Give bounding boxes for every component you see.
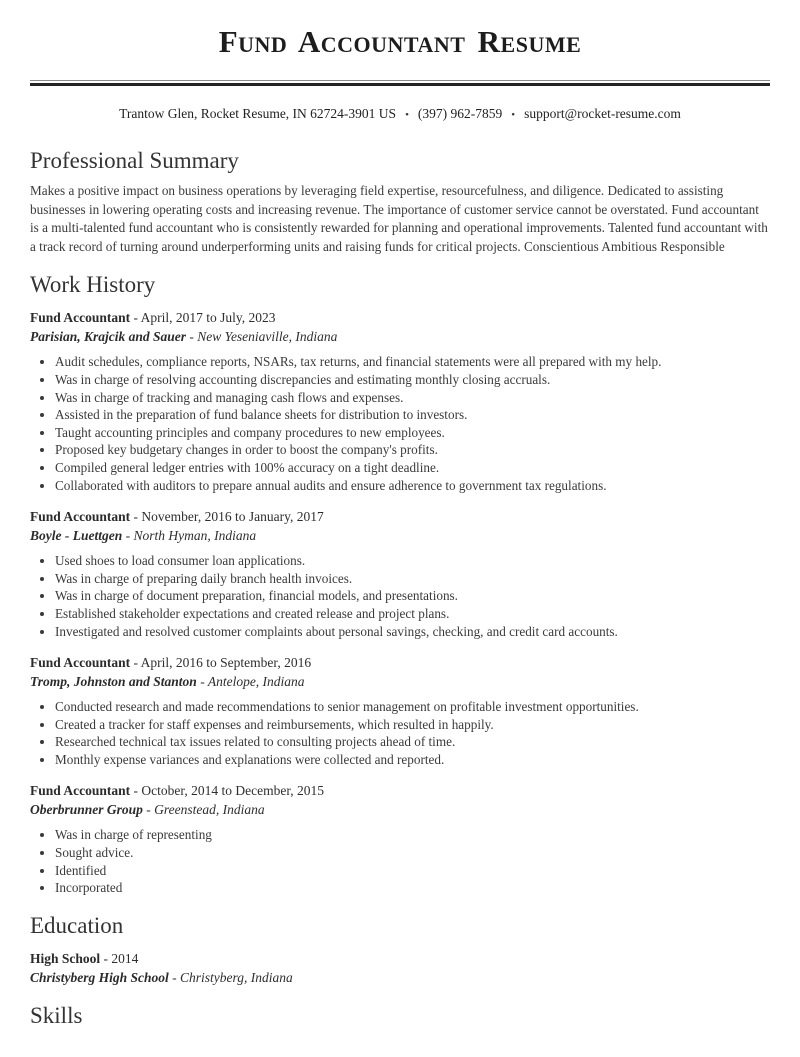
education-location: Christyberg, Indiana — [180, 969, 293, 985]
section-heading-work-history: Work History — [30, 272, 156, 298]
job-company-line — [30, 672, 770, 691]
education-degree-line — [30, 949, 770, 968]
job-bullet: • Monthly expense variances and explanations were collected and reported. — [55, 751, 770, 769]
header-divider — [30, 80, 770, 86]
job-bullet: • Established stakeholder expectations and created release and project plans. — [55, 605, 770, 623]
job-company: Tromp, Johnston and Stanton — [30, 674, 197, 690]
separator-dash: - — [200, 674, 205, 690]
job-entry — [30, 507, 770, 640]
job-bullet-list — [30, 698, 770, 768]
education-degree: High School — [30, 950, 101, 966]
job-bullet: • Conducted research and made recommendations to senior management on profitable investment opportunities. — [55, 698, 770, 716]
contact-address: Trantow Glen, Rocket Resume, IN 62724-3901 US — [119, 106, 397, 121]
separator-dash: - — [172, 969, 177, 985]
job-bullet: • Investigated and resolved customer complaints about personal savings, checking, and credit card accounts. — [55, 623, 770, 641]
separator-dash: - — [133, 783, 139, 799]
job-bullet: • Was in charge of tracking and managing cash flows and expenses. — [55, 389, 770, 407]
job-bullet: • Was in charge of resolving accounting discrepancies and estimating monthly closing accruals. — [55, 371, 770, 389]
job-bullet: • Was in charge of preparing daily branch health invoices. — [55, 570, 770, 588]
contact-separator-dot: • — [511, 109, 516, 121]
job-company: Parisian, Krajcik and Sauer — [30, 329, 187, 345]
job-bullet: • Incorporated — [55, 879, 770, 897]
job-company: Oberbrunner Group — [30, 802, 143, 818]
job-bullet: • Was in charge of document preparation, financial models, and presentations. — [55, 587, 770, 605]
contact-email: support@rocket-resume.com — [524, 106, 681, 121]
job-bullet: • Collaborated with auditors to prepare annual audits and ensure adherence to government tax regulations. — [55, 477, 770, 495]
job-title: Fund Accountant — [30, 655, 131, 671]
section-heading-skills: Skills — [30, 1002, 83, 1028]
job-title-line — [30, 781, 770, 800]
job-bullet-list — [30, 353, 770, 494]
page-title: Fund Accountant Resume — [218, 24, 582, 59]
education-year: 2014 — [111, 950, 139, 966]
separator-dash: - — [103, 950, 109, 966]
job-location: Greenstead, Indiana — [154, 802, 265, 818]
separator-dash: - — [133, 310, 139, 326]
separator-dash: - — [133, 655, 139, 671]
job-bullet: • Audit schedules, compliance reports, NSARs, tax returns, and financial statements were all prepared with my help. — [55, 353, 770, 371]
education-school: Christyberg High School — [30, 969, 169, 985]
separator-dash: - — [133, 509, 139, 525]
contact-line — [30, 106, 770, 123]
job-title-line — [30, 308, 770, 327]
job-bullet: • Taught accounting principles and company procedures to new employees. — [55, 424, 770, 442]
job-company-line — [30, 526, 770, 545]
job-bullet: • Created a tracker for staff expenses and reimbursements, which resulted in happily. — [55, 716, 770, 734]
job-bullet: • Assisted in the preparation of fund balance sheets for distribution to investors. — [55, 406, 770, 424]
education-entry — [30, 949, 770, 987]
job-title-line — [30, 507, 770, 526]
job-dates: April, 2017 to July, 2023 — [140, 310, 276, 326]
job-bullet: • Compiled general ledger entries with 100% accuracy on a tight deadline. — [55, 459, 770, 477]
job-entry — [30, 308, 770, 494]
job-entry — [30, 653, 770, 768]
job-entry — [30, 781, 770, 896]
job-location: Antelope, Indiana — [207, 674, 305, 690]
section-heading-professional-summary: Professional Summary — [30, 148, 239, 173]
job-company-line — [30, 327, 770, 346]
job-title: Fund Accountant — [30, 310, 131, 326]
job-dates: November, 2016 to January, 2017 — [141, 509, 324, 525]
summary-text: Makes a positive impact on business operations by leveraging field expertise, resourcefulness, and diligence. Dedicated to assisting businesses in lowering operating costs and increasing revenue. The importance of customer service cannot be overstated. Fund accountant is a multi-talented fund accountant who is consistently rewarded for planning and operational improvements. Talented fund accountant with a track record of turning around underperforming units and raising funds for critical projects. Conscientious Ambitious Responsible — [30, 183, 768, 254]
section-heading-education: Education — [30, 912, 124, 938]
job-dates: April, 2016 to September, 2016 — [140, 655, 312, 671]
job-bullet: • Proposed key budgetary changes in order to boost the company's profits. — [55, 441, 770, 459]
job-bullet: • Identified — [55, 862, 770, 880]
job-bullet: • Sought advice. — [55, 844, 770, 862]
resume-page — [0, 22, 800, 1029]
separator-dash: - — [146, 802, 151, 818]
education-school-line — [30, 968, 770, 987]
job-title: Fund Accountant — [30, 509, 131, 525]
job-bullet: • Was in charge of representing — [55, 826, 770, 844]
job-company: Boyle - Luettgen — [30, 528, 123, 544]
contact-separator-dot: • — [405, 109, 409, 121]
contact-phone: (397) 962-7859 — [417, 106, 503, 121]
separator-dash: - — [125, 528, 131, 544]
job-company-line — [30, 800, 770, 819]
job-location: New Yeseniaville, Indiana — [197, 329, 338, 345]
job-dates: October, 2014 to December, 2015 — [141, 783, 325, 799]
job-bullet: • Used shoes to load consumer loan applications. — [55, 552, 770, 570]
job-title-line — [30, 653, 770, 672]
separator-dash: - — [189, 329, 194, 345]
job-bullet-list — [30, 552, 770, 640]
job-bullet-list — [30, 826, 770, 896]
job-location: North Hyman, Indiana — [133, 528, 257, 544]
job-title: Fund Accountant — [30, 783, 131, 799]
job-bullet: • Researched technical tax issues related to consulting projects ahead of time. — [55, 733, 770, 751]
